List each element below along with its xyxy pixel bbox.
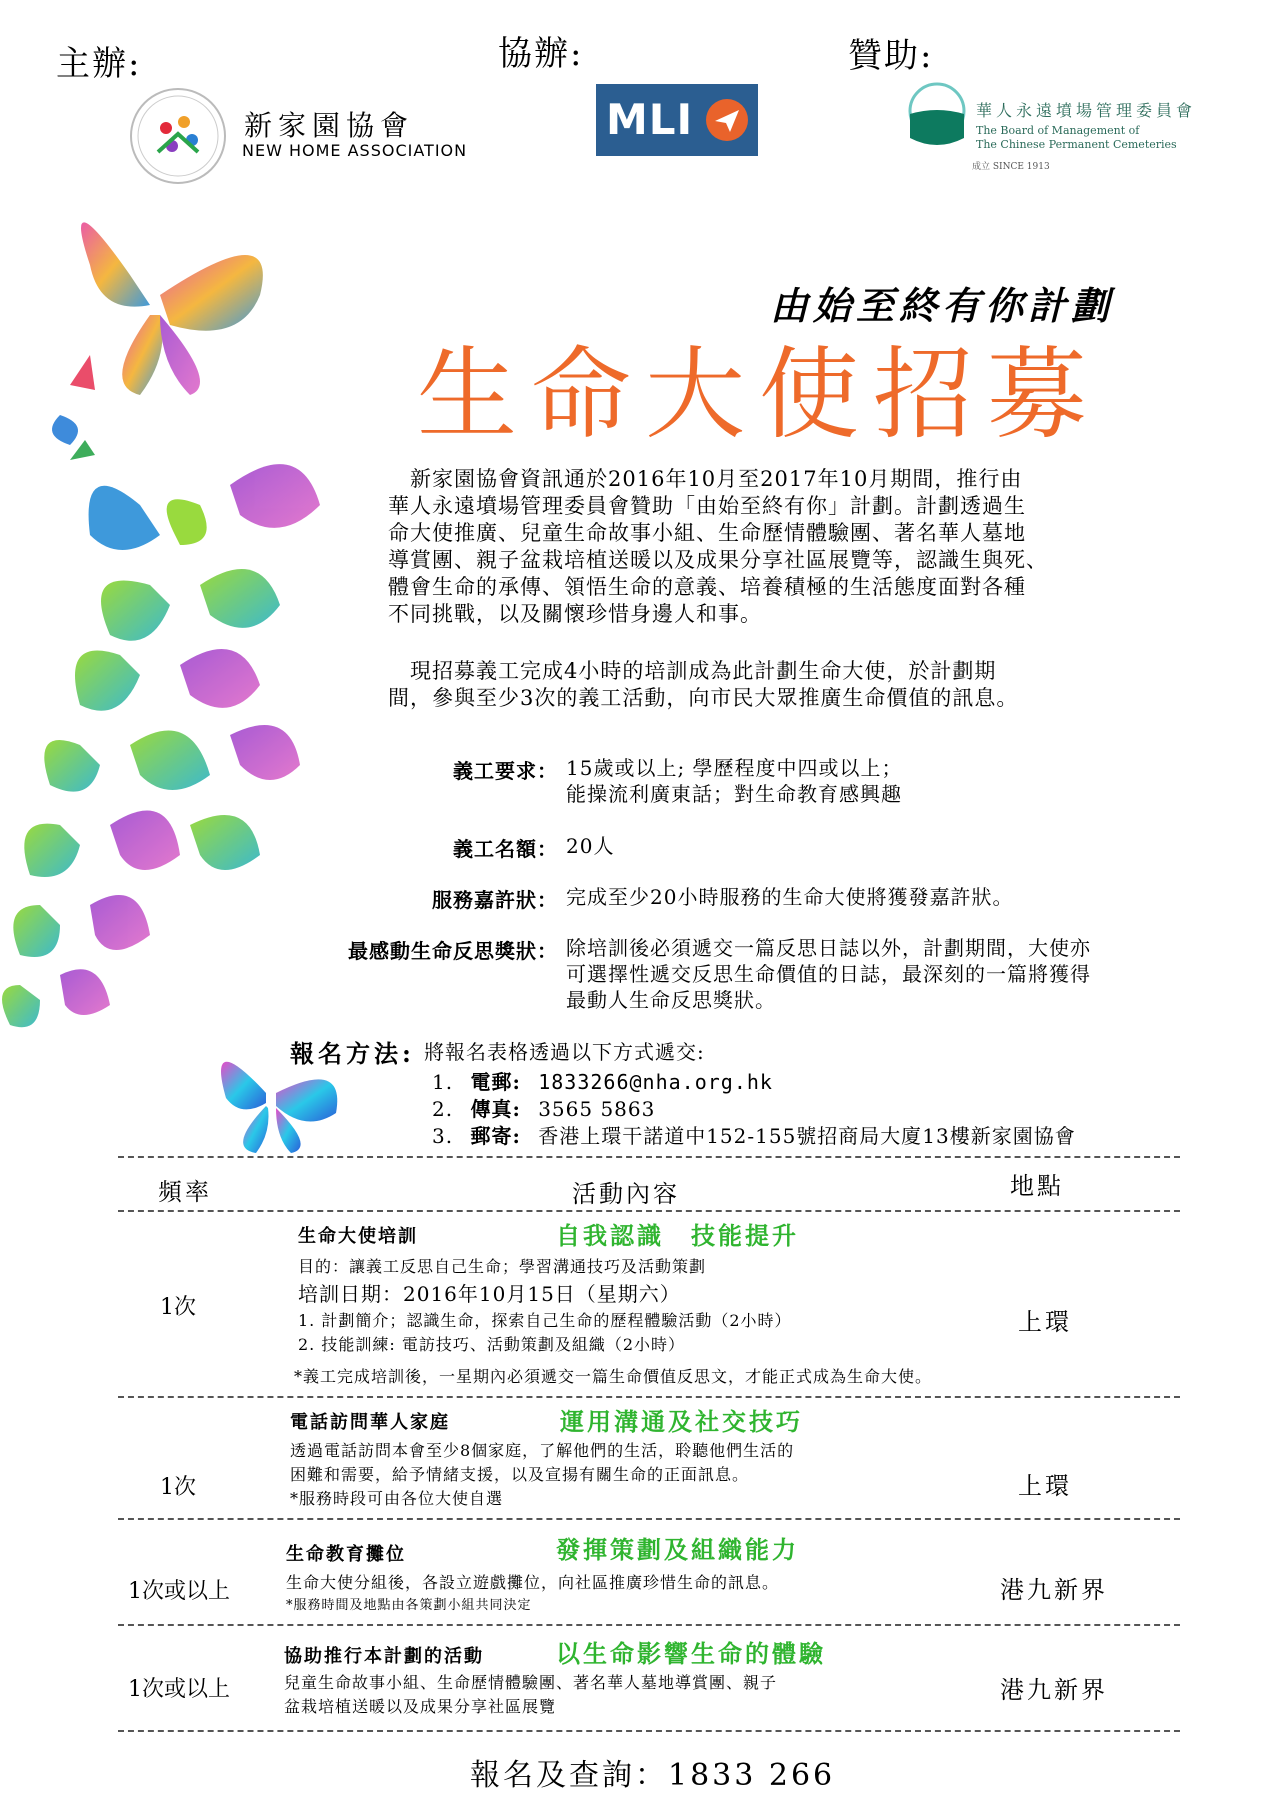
activity-slogan: 運用溝通及社交技巧 [560,1407,803,1436]
mli-logo [596,84,758,156]
coorganizer-label: 協辦: [498,34,584,74]
registration-item-email [432,1066,1192,1095]
activity-line: 1. 計劃簡介；認識生命，探索自己生命的歷程體驗活動（2小時） [298,1311,792,1330]
table-divider [118,1624,1180,1626]
intro-line: 間，參與至少3次的義工活動，向市民大眾推廣生命價值的訊息。 [388,686,1019,710]
row-freq: 1次 [160,1295,196,1320]
intro-line: 導賞團、親子盆栽培植送暖以及成果分享社區展覽等，認識生與死、 [388,548,1048,572]
req-line: 15歲或以上; 學歷程度中四或以上； [566,756,903,780]
row-freq: 1次或以上 [128,1579,230,1604]
reg-label: 電郵: [470,1070,521,1094]
activity-title: 生命教育攤位 [286,1544,406,1565]
row-location: 港九新界 [1000,1676,1108,1704]
col-header-freq: 頻率 [158,1178,212,1206]
intro-line: 命大使推廣、兒童生命故事小組、生命歷情體驗團、著名華人墓地 [388,521,1026,545]
req-value-volunteer [566,755,1186,807]
activity-title: 電話訪問華人家庭 [290,1412,450,1433]
row-freq: 1次或以上 [128,1677,230,1702]
cemetery-logo-icon [906,78,968,164]
registration-heading: 報名方法: [290,1039,415,1068]
table-divider [118,1156,1180,1158]
row-freq: 1次 [160,1475,196,1500]
req-line: 完成至少20小時服務的生命大使將獲發嘉許狀。 [566,885,1014,909]
req-label-volunteer: 義工要求： [453,759,558,783]
mail-address: 香港上環干諾道中152-155號招商局大廈13樓新家園協會 [538,1124,1076,1148]
req-line: 能操流利廣東話；對生命教育感興趣 [566,782,902,806]
activity-slogan: 發揮策劃及組織能力 [556,1535,799,1564]
table-divider [118,1518,1180,1520]
cemetery-en-line-1: The Board of Management of [976,124,1140,137]
sponsor-label: 贊助: [848,36,934,76]
intro-paragraph-1 [388,466,1178,628]
activity-title: 協助推行本計劃的活動 [284,1646,484,1667]
activity-line: 兒童生命故事小組、生命歷情體驗團、著名華人墓地導賞團、親子 [284,1673,778,1692]
registration-intro: 將報名表格透過以下方式遞交: [424,1040,705,1064]
intro-line: 現招募義工完成4小時的培訓成為此計劃生命大使，於計劃期 [388,659,997,683]
reg-label: 郵寄: [470,1124,521,1148]
cemetery-since: 成立 SINCE 1913 [972,162,1050,172]
cemetery-en-line-2: The Chinese Permanent Cemeteries [976,138,1177,151]
nha-logo-en: NEW HOME ASSOCIATION [242,141,468,160]
activity-line: 2. 技能訓練: 電訪技巧、活動策劃及組織（2小時） [298,1335,686,1354]
req-label-quota: 義工名額： [453,837,558,861]
row-location: 上環 [1018,1308,1072,1336]
reg-num: 1. [432,1070,454,1094]
req-label-certificate: 服務嘉許狀： [432,888,558,912]
reg-num: 3. [432,1124,454,1148]
email-link[interactable]: 1833266@nha.org.hk [538,1070,773,1094]
intro-line: 不同挑戰，以及關懷珍惜身邊人和事。 [388,602,762,626]
reg-label: 傳真: [470,1097,521,1121]
col-header-location: 地點 [1010,1172,1064,1200]
activity-line: 困難和需要，給予情緒支援，以及宣揚有關生命的正面訊息。 [290,1465,750,1484]
reg-num: 2. [432,1097,454,1121]
intro-line: 體會生命的承傳、領悟生命的意義、培養積極的生活態度面對各種 [388,575,1026,599]
registration-item-fax [432,1093,1192,1122]
activity-slogan: 以生命影響生命的體驗 [556,1639,826,1668]
activity-line: *服務時間及地點由各策劃小組共同決定 [286,1598,532,1613]
activity-line: 盆栽培植送暖以及成果分享社區展覽 [284,1697,557,1716]
table-divider [118,1730,1180,1732]
activity-line: 目的：讓義工反思自己生命；學習溝通技巧及活動策劃 [298,1257,707,1276]
row-location: 港九新界 [1000,1576,1108,1604]
activity-title: 生命大使培訓 [298,1226,418,1247]
activity-line: 生命大使分組後，各設立遊戲攤位，向社區推廣珍惜生命的訊息。 [286,1573,780,1592]
contact-footer: 報名及查詢：1833 266 [470,1758,836,1793]
col-header-content: 活動內容 [572,1180,680,1208]
paper-plane-icon [706,99,748,141]
req-line: 除培訓後必須遞交一篇反思日誌以外，計劃期間，大使亦 [566,936,1091,960]
req-line: 可選擇性遞交反思生命價值的日誌，最深刻的一篇將獲得 [566,962,1091,986]
row-location: 上環 [1018,1472,1072,1500]
mli-logo-text: MLI [606,95,694,144]
intro-line: 華人永遠墳場管理委員會贊助「由始至終有你」計劃。計劃透過生 [388,494,1026,518]
fax-number: 3565 5863 [538,1097,656,1121]
req-value-reflection-award [566,935,1206,1013]
organizer-label: 主辦: [56,44,142,84]
registration-item-mail [432,1120,1232,1149]
activity-slogan: 自我認識 技能提升 [556,1221,799,1250]
req-label-reflection-award: 最感動生命反思獎狀： [348,939,558,963]
nha-logo-cn: 新家園協會 [244,109,415,142]
req-line: 最動人生命反思獎狀。 [566,988,776,1012]
intro-paragraph-2 [388,658,1178,712]
intro-line: 新家園協會資訊通於2016年10月至2017年10月期間，推行由 [388,467,1023,491]
table-divider [118,1210,1180,1212]
page-title: 生命大使招募 [417,336,1101,453]
activity-line: *服務時段可由各位大使自選 [290,1489,504,1508]
table-divider [118,1396,1180,1398]
cemetery-logo-en [976,124,1206,152]
req-value-quota [566,833,1186,859]
nha-logo-icon [130,88,226,184]
req-line: 20人 [566,834,615,858]
project-subtitle: 由始至終有你計劃 [770,283,1115,328]
req-value-certificate [566,884,1186,910]
cemetery-logo-cn: 華人永遠墳場管理委員會 [976,101,1197,120]
activity-line: 透過電話訪問本會至少8個家庭，了解他們的生活，聆聽他們生活的 [290,1441,795,1460]
activity-line: 培訓日期：2016年10月15日（星期六） [298,1282,681,1306]
activity-note: *義工完成培訓後，一星期內必須遞交一篇生命價值反思文，才能正式成為生命大使。 [294,1367,933,1386]
